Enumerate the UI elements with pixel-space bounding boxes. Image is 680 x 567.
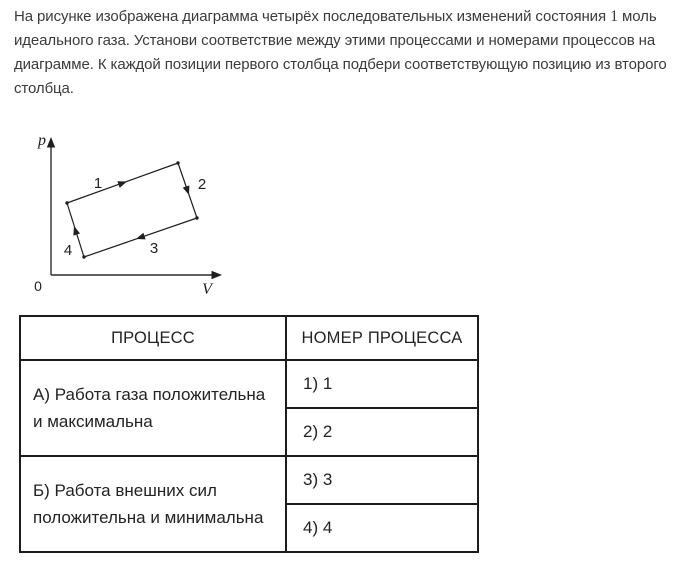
process-1-arrow-icon (117, 178, 128, 188)
table-row (20, 360, 478, 408)
column-header-process: ПРОЦЕСС (20, 316, 286, 360)
question-paragraph (14, 5, 674, 101)
mole-count: 1 (610, 8, 618, 25)
volume-axis-label: V (202, 281, 212, 298)
process-3-label: 3 (149, 240, 159, 257)
question-line-1: На рисунке изображена диаграмма четырёх последовательных изменений состояния 1 моль (14, 8, 657, 25)
pressure-axis-label: p (38, 132, 46, 149)
option-4-cell[interactable]: 4) 4 (286, 504, 478, 552)
process-3-arrow-icon (135, 233, 146, 243)
column-header-number: НОМЕР ПРОЦЕССА (286, 316, 478, 360)
pv-diagram (28, 125, 240, 303)
question-line-4: столбца. (14, 80, 74, 97)
x-axis-arrow-icon (212, 271, 223, 279)
process-2-label: 2 (197, 176, 207, 193)
table-row (20, 456, 478, 504)
state-point (65, 201, 68, 204)
option-3-cell[interactable]: 3) 3 (286, 456, 478, 504)
table-header-row (20, 316, 478, 360)
y-axis-arrow-icon (47, 137, 55, 148)
option-1-cell[interactable]: 1) 1 (286, 360, 478, 408)
question-line-3: диаграмме. К каждой позиции первого столбца подбери соответствующую позицию из второго (14, 56, 667, 73)
origin-label: 0 (34, 278, 42, 294)
option-2-cell[interactable]: 2) 2 (286, 408, 478, 456)
process-a-cell: А) Работа газа положительна и максимальна (20, 360, 286, 456)
question-line-2: идеального газа. Установи соответствие между этими процессами и номерами процессов на (14, 32, 656, 49)
process-1-label: 1 (93, 175, 103, 192)
state-point (176, 161, 179, 164)
state-point (195, 216, 198, 219)
process-4-arrow-icon (71, 225, 80, 236)
process-b-cell: Б) Работа внешних сил положительна и минимальна (20, 456, 286, 552)
state-point (82, 255, 85, 258)
process-2-arrow-icon (183, 185, 193, 196)
process-4-label: 4 (63, 242, 73, 259)
match-table (19, 315, 479, 553)
